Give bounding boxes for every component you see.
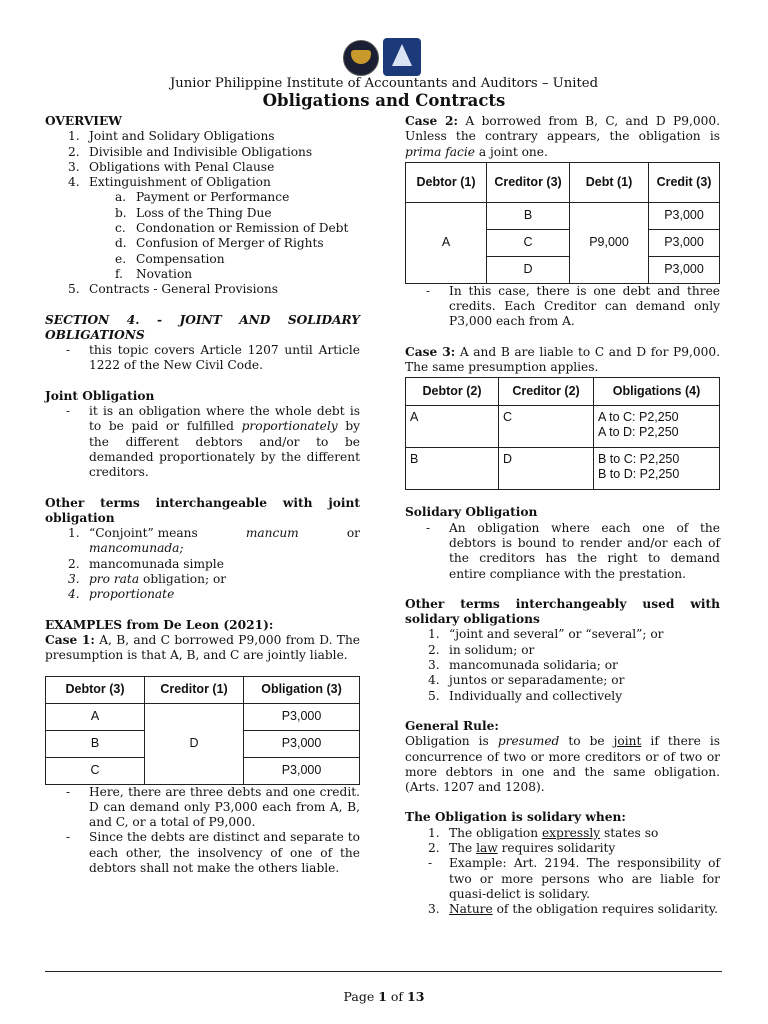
list-item: 1. “Conjoint” means mancum or mancomunada; (68, 526, 360, 556)
list-item: a. Payment or Performance (115, 190, 290, 205)
joint-heading: Joint Obligation (45, 388, 155, 403)
solidary-heading: Solidary Obligation (405, 505, 538, 520)
list-item: 5. Individually and collectively (428, 688, 623, 703)
table-header: Debt (1) (570, 162, 649, 202)
general-rule-heading: General Rule: (405, 718, 499, 733)
list-item: 1. Joint and Solidary Obligations (68, 129, 275, 144)
table-cell: D (145, 703, 244, 784)
list-item: 4. proportionate (68, 587, 175, 602)
table-cell: P9,000 (570, 202, 649, 283)
list-item: 4. juntos or separadamente; or (428, 673, 625, 688)
table-cell: P3,000 (649, 256, 720, 283)
left-column (45, 114, 360, 876)
list-item: 2. Divisible and Indivisible Obligations (68, 144, 313, 159)
table-cell: P3,000 (244, 757, 360, 784)
section-heading-line1: SECTION 4. - JOINT AND SOLIDARY (45, 312, 360, 327)
list-item: 4. Extinguishment of Obligation (68, 175, 271, 190)
table-cell: P3,000 (244, 703, 360, 730)
table-cell: A (406, 406, 499, 448)
table-header: Debtor (1) (406, 162, 487, 202)
other-solidary-heading: Other terms interchangeably used with solidary obligations (405, 596, 720, 627)
table-header: Debtor (2) (406, 378, 499, 406)
table-cell: C (499, 406, 594, 448)
table-cell: P3,000 (649, 202, 720, 229)
list-item: - Here, there are three debts and one credit. D can demand only P3,000 each from A, B, and C, or a total of P9,000. (66, 784, 360, 830)
table-cell: B (487, 202, 570, 229)
list-item: - Since the debts are distinct and separate to each other, the insolvency of one of the debtors shall not make the others liable. (66, 830, 360, 875)
table-case1 (45, 676, 360, 785)
page-number: Page 1 of 13 (343, 989, 425, 1004)
list-item: - An obligation where each one of the debtors is bound to render and/or each of the creditors has the right to demand entire compliance with the prestation. (426, 520, 720, 581)
list-item: d. Confusion of Merger of Rights (115, 236, 324, 251)
list-item: - In this case, there is one debt and three credits. Each Creditor can demand only P3,000 each from A. (426, 283, 720, 329)
table-cell: P3,000 (244, 730, 360, 757)
table-header: Obligation (3) (244, 676, 360, 703)
table-cell: C (487, 229, 570, 256)
list-item: e. Compensation (115, 251, 225, 266)
header-logos (343, 38, 425, 76)
list-item: - this topic covers Article 1207 until Article 1222 of the New Civil Code. (66, 343, 360, 373)
right-column (405, 114, 720, 918)
list-item: - Example: Art. 2194. The responsibility of two or more persons who are liable for quasi-delict is solidary. (428, 856, 720, 901)
table-cell: D (487, 256, 570, 283)
table-header: Creditor (3) (487, 162, 570, 202)
table-case2 (405, 162, 720, 284)
solidary-when-heading: The Obligation is solidary when: (405, 810, 626, 825)
table-cell: A (406, 202, 487, 283)
list-item: 3. Obligations with Penal Clause (68, 159, 275, 174)
list-item: 3. Nature of the obligation requires solidarity. (428, 902, 718, 917)
table-cell: B (406, 448, 499, 490)
jpia-seal-icon (343, 40, 379, 76)
list-item: 3. pro rata obligation; or (68, 572, 227, 587)
case3-text: Case 3: A and B are liable to C and D for P9,000. The same presumption applies. (405, 344, 721, 375)
university-logo-icon (383, 38, 421, 76)
table-header: Obligations (4) (594, 378, 720, 406)
case1-text: Case 1: A, B, and C borrowed P9,000 from D. The presumption is that A, B, and C are jointly liable. (45, 632, 361, 663)
table-header: Debtor (3) (46, 676, 145, 703)
table-cell: D (499, 448, 594, 490)
table-cell: P3,000 (649, 229, 720, 256)
table-cell: A (46, 703, 145, 730)
page-title: Obligations and Contracts (262, 91, 506, 110)
list-item: - it is an obligation where the whole debt is to be paid or fulfilled proportionately by the different debtors and/or to be demanded proportionately by the different creditors. (66, 404, 361, 480)
case2-text: Case 2: A borrowed from B, C, and D P9,000. Unless the contrary appears, the obligation is prima facie a joint one. (405, 114, 721, 159)
table-header: Creditor (2) (499, 378, 594, 406)
list-item: 2. mancomunada simple (68, 556, 224, 571)
table-cell: B to C: P2,250 B to D: P2,250 (594, 448, 720, 490)
list-item: 5. Contracts - General Provisions (68, 282, 278, 297)
list-item: 1. The obligation expressly states so (428, 825, 659, 840)
examples-heading: EXAMPLES from De Leon (2021): (45, 617, 274, 632)
section-heading: OBLIGATIONS (45, 327, 145, 342)
list-item: b. Loss of the Thing Due (115, 205, 272, 220)
footer-divider (45, 971, 722, 972)
table-case3 (405, 377, 720, 490)
list-item: 1. “joint and several” or “several”; or (428, 627, 664, 642)
list-item: f. Novation (115, 266, 193, 281)
list-item: 2. The law requires solidarity (428, 841, 616, 856)
other-terms-heading: Other terms interchangeable with joint obligation (45, 495, 360, 525)
list-item: 2. in solidum; or (428, 642, 535, 657)
org-name: Junior Philippine Institute of Accountants and Auditors – United (169, 76, 599, 91)
table-header: Creditor (1) (145, 676, 244, 703)
table-cell: A to C: P2,250 A to D: P2,250 (594, 406, 720, 448)
general-rule-text: Obligation is presumed to be joint if there is concurrence of two or more creditors or of two or more debtors in one and the same obligation. (Arts. 1207 and 1208). (405, 734, 721, 795)
list-item: 3. mancomunada solidaria; or (428, 658, 618, 673)
table-cell: C (46, 757, 145, 784)
table-cell: B (46, 730, 145, 757)
list-item: c. Condonation or Remission of Debt (115, 221, 349, 236)
overview-heading: OVERVIEW (45, 114, 122, 128)
table-header: Credit (3) (649, 162, 720, 202)
